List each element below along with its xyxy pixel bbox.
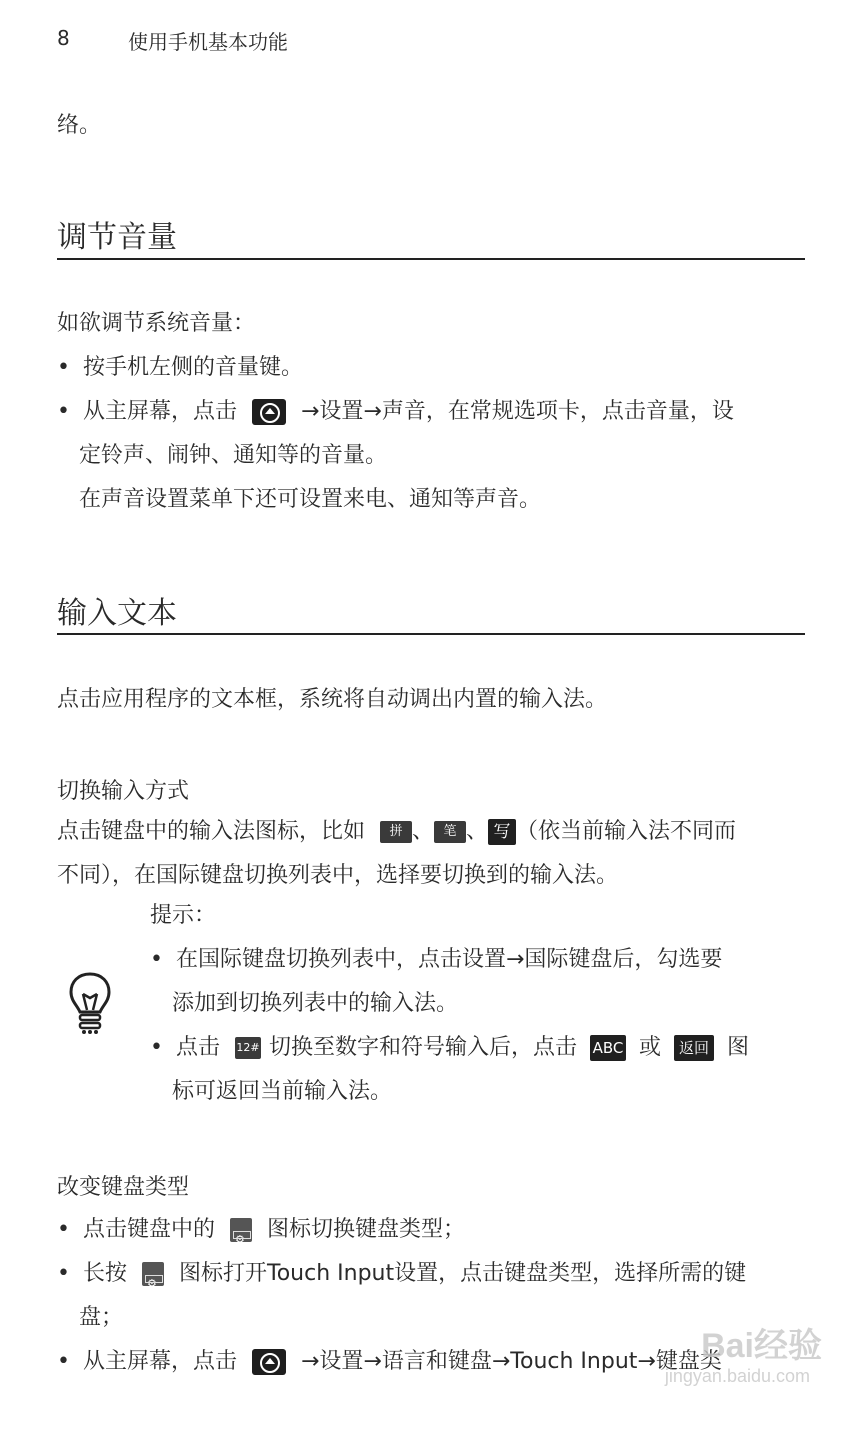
bullet-text: 图标打开Touch Input设置，点击键盘类型，选择所需的键 (179, 1261, 747, 1286)
bullet-continuation: 添加到切换列表中的输入法。 (172, 991, 459, 1016)
separator: 、 (412, 819, 435, 844)
bullet-text: 图标切换键盘类型； (267, 1217, 466, 1242)
pinyin-key-icon: 拼 (380, 821, 412, 843)
bullet-dot: • (57, 1217, 70, 1242)
bullet-text: 在国际键盘切换列表中，点击设置→国际键盘后，勾选要 (175, 947, 723, 972)
input-lead: 点击应用程序的文本框，系统将自动调出内置的输入法。 (57, 687, 608, 712)
bullet-text: 从主屏幕，点击 (82, 1349, 237, 1374)
bullet-dot: • (57, 1261, 70, 1286)
bullet-text: 长按 (82, 1261, 127, 1286)
intro-tail: 络。 (57, 113, 102, 138)
page-number: 8 (57, 26, 70, 50)
list-item (150, 1026, 749, 1070)
watermark-logo: Bai经验 (701, 1327, 822, 1365)
tip-label: 提示： (150, 903, 217, 928)
bullet-text: →设置→声音，在常规选项卡，点击音量，设 (301, 399, 734, 424)
text: （依当前输入法不同而 (516, 819, 737, 844)
section-heading-volume: 调节音量 (57, 220, 177, 255)
home-up-icon (252, 1349, 286, 1375)
lightbulb-icon (66, 970, 114, 1036)
bullet-text: 按手机左侧的音量键。 (82, 355, 303, 380)
section-heading-input: 输入文本 (57, 596, 177, 631)
list-item (57, 1208, 465, 1252)
volume-note: 在声音设置菜单下还可设置来电、通知等声音。 (79, 487, 542, 512)
bullet-text: 图 (727, 1035, 750, 1060)
bullet-text: →设置→语言和键盘→Touch Input→键盘类 (301, 1349, 722, 1374)
bullet-continuation: 盘； (79, 1305, 124, 1330)
numeric-key-icon: 12# (235, 1037, 261, 1059)
switch-input-line2: 不同），在国际键盘切换列表中，选择要切换到的输入法。 (57, 863, 619, 888)
watermark-url: jingyan.baidu.com (664, 1366, 810, 1386)
subheading-keyboard-type: 改变键盘类型 (57, 1175, 190, 1200)
list-item (57, 1252, 746, 1296)
list-item (57, 1340, 722, 1384)
list-item (57, 346, 303, 390)
abc-key-icon: ABC (590, 1035, 626, 1061)
bullet-text: 或 (639, 1035, 662, 1060)
bullet-dot: • (57, 399, 70, 424)
keyboard-settings-icon (230, 1218, 252, 1242)
bullet-continuation: 定铃声、闹钟、通知等的音量。 (79, 443, 388, 468)
bullet-continuation: 标可返回当前输入法。 (172, 1079, 393, 1104)
bullet-text: 切换至数字和符号输入后，点击 (269, 1035, 578, 1060)
list-item (150, 938, 722, 982)
subheading-switch-input: 切换输入方式 (57, 779, 190, 804)
chapter-title: 使用手机基本功能 (128, 30, 288, 54)
volume-lead: 如欲调节系统音量： (57, 311, 256, 336)
bullet-dot: • (57, 355, 70, 380)
bullet-dot: • (150, 1035, 163, 1060)
heading-rule (57, 633, 805, 635)
home-up-icon (252, 399, 286, 425)
bullet-dot: • (150, 947, 163, 972)
list-item (57, 390, 734, 434)
stroke-key-icon: 笔 (434, 821, 466, 843)
bullet-text: 点击键盘中的 (82, 1217, 215, 1242)
bullet-text: 点击 (175, 1035, 220, 1060)
keyboard-settings-icon (142, 1262, 164, 1286)
bullet-dot: • (57, 1349, 70, 1374)
heading-rule (57, 258, 805, 260)
switch-input-line1 (57, 810, 736, 854)
handwrite-key-icon: 写 (488, 819, 516, 845)
bullet-text: 从主屏幕，点击 (82, 399, 237, 424)
separator: 、 (466, 819, 489, 844)
back-key-icon: 返回 (674, 1035, 714, 1061)
text: 点击键盘中的输入法图标，比如 (57, 819, 366, 844)
